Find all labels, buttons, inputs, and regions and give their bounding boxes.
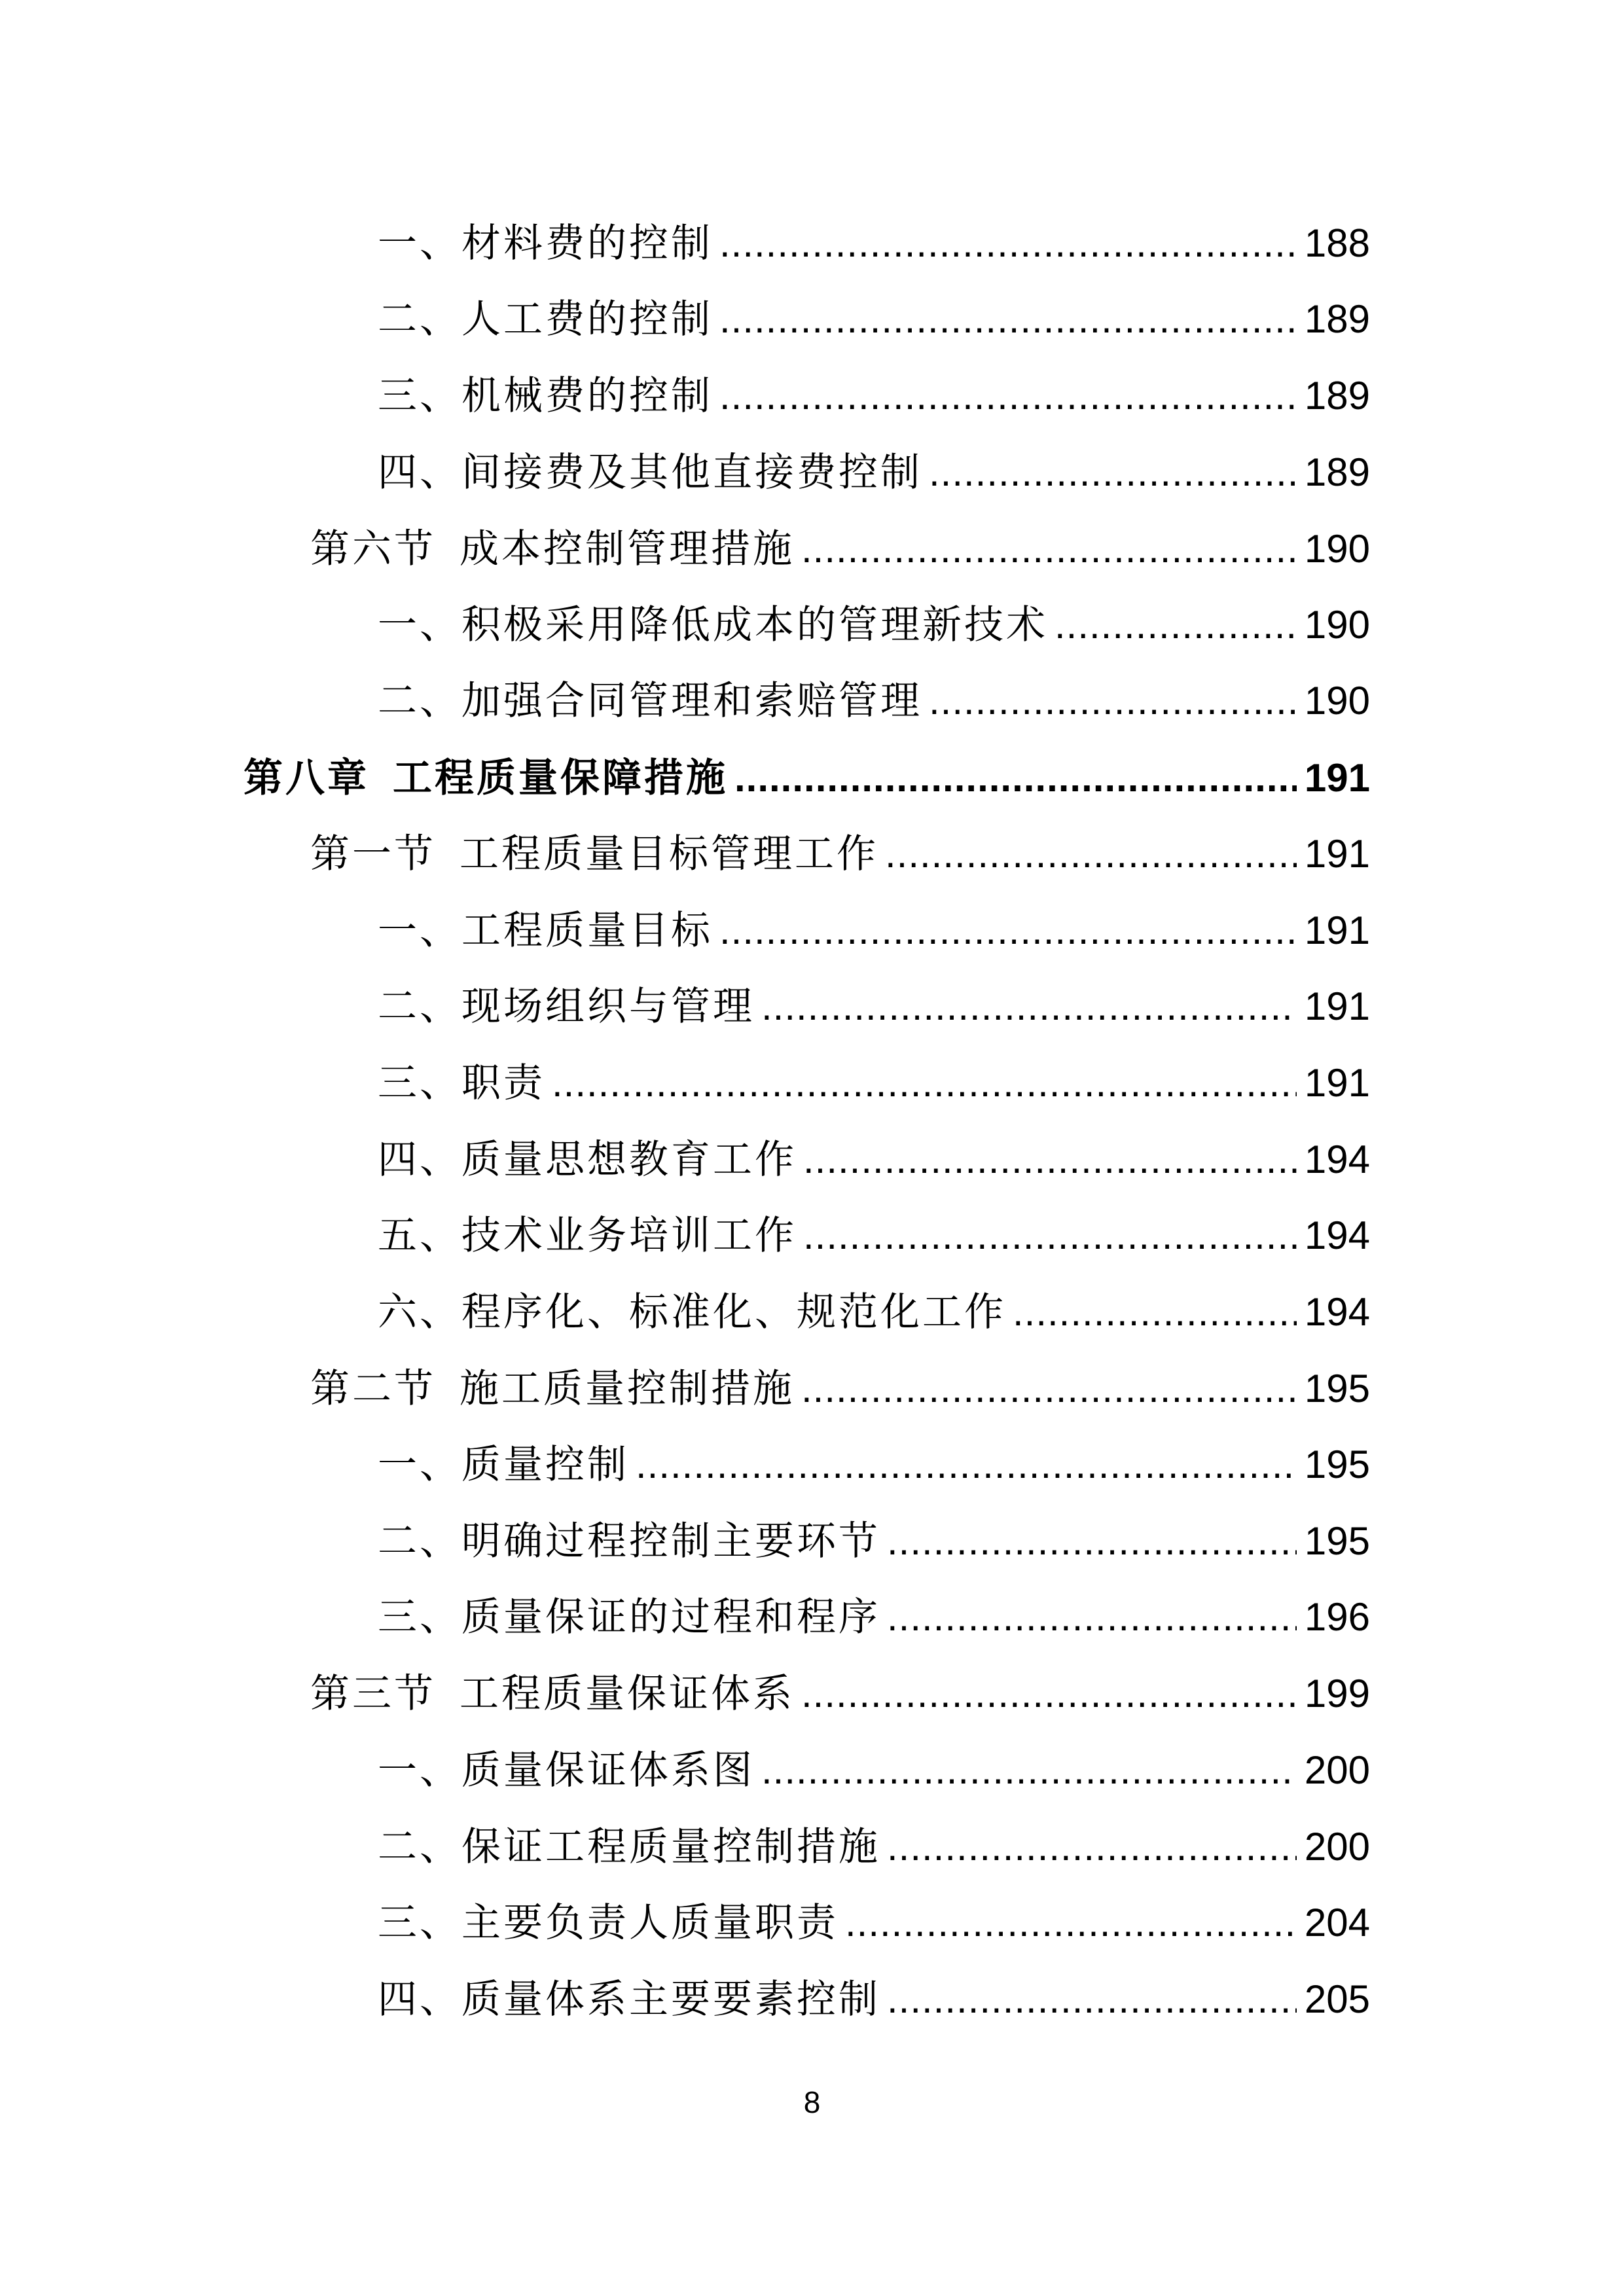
toc-entry-title: 三、主要负责人质量职责 xyxy=(378,1900,839,1946)
toc-entry[interactable] xyxy=(378,1814,1370,1880)
toc-page-number: 205 xyxy=(1304,1977,1370,2021)
toc-entry[interactable] xyxy=(378,1585,1370,1650)
toc-dot-leader xyxy=(929,440,1297,505)
toc-entry-title: 二、加强合同管理和索赔管理 xyxy=(378,678,922,724)
toc-entry[interactable] xyxy=(378,1050,1370,1116)
toc-page-number: 194 xyxy=(1304,1213,1370,1257)
toc-entry-title xyxy=(310,1356,795,1422)
toc-section-label: 第六节 xyxy=(310,526,436,572)
toc-page-number: 204 xyxy=(1304,1901,1370,1945)
toc-chapter-title: 工程质量保障措施 xyxy=(393,755,728,801)
toc-entry[interactable] xyxy=(378,974,1370,1039)
page-number: 8 xyxy=(803,2085,821,2119)
toc-entry[interactable] xyxy=(378,1509,1370,1574)
toc-dot-leader xyxy=(761,1738,1297,1803)
toc-section-title: 工程质量保证体系 xyxy=(460,1671,795,1717)
toc-dot-leader xyxy=(929,668,1297,734)
toc-page-number: 190 xyxy=(1304,527,1370,571)
toc-page-number: 189 xyxy=(1304,374,1370,418)
toc-dot-leader xyxy=(887,1509,1297,1574)
toc-dot-leader xyxy=(885,821,1297,887)
toc-entry-title: 一、质量控制 xyxy=(378,1442,629,1488)
toc-entry-title: 一、质量保证体系图 xyxy=(378,1748,755,1793)
toc-dot-leader xyxy=(719,363,1297,429)
toc-page-number: 195 xyxy=(1304,1367,1370,1410)
toc-page-number: 195 xyxy=(1304,1443,1370,1486)
toc-page-number: 189 xyxy=(1304,450,1370,494)
toc-entry-title: 四、质量体系主要要素控制 xyxy=(378,1977,880,2022)
toc-entry[interactable] xyxy=(378,211,1370,276)
toc-entry-title: 六、程序化、标准化、规范化工作 xyxy=(378,1289,1006,1335)
toc-page-number: 191 xyxy=(1304,1061,1370,1105)
toc-dot-leader xyxy=(801,1356,1297,1422)
toc-dot-leader xyxy=(803,1203,1297,1268)
toc-entry[interactable] xyxy=(378,440,1370,505)
toc-entry-title: 二、人工费的控制 xyxy=(378,296,713,342)
toc-entry[interactable] xyxy=(378,592,1370,658)
toc-entry-title xyxy=(310,516,795,582)
toc-chapter-label: 第八章 xyxy=(244,755,369,801)
toc-dot-leader xyxy=(761,974,1297,1039)
toc-section-label: 第三节 xyxy=(310,1671,436,1717)
toc-entry-title xyxy=(244,745,728,811)
toc-dot-leader xyxy=(803,1127,1297,1193)
toc-entry[interactable] xyxy=(378,898,1370,963)
toc-page-number: 200 xyxy=(1304,1748,1370,1792)
toc-page-number: 194 xyxy=(1304,1290,1370,1334)
toc-page-number: 195 xyxy=(1304,1519,1370,1563)
toc-entry-title: 一、工程质量目标 xyxy=(378,908,713,954)
toc-entry-title: 三、职责 xyxy=(378,1060,545,1106)
toc-entry-section[interactable] xyxy=(310,516,1370,582)
toc-page-number: 191 xyxy=(1304,908,1370,952)
toc-entry[interactable] xyxy=(378,1127,1370,1193)
toc-entry-section[interactable] xyxy=(310,1356,1370,1422)
toc-page-number: 199 xyxy=(1304,1672,1370,1715)
toc-dot-leader xyxy=(801,1661,1297,1727)
toc-entry-title: 三、质量保证的过程和程序 xyxy=(378,1594,880,1640)
toc-dot-leader xyxy=(636,1432,1297,1498)
toc-section-title: 施工质量控制措施 xyxy=(460,1366,795,1412)
toc-entry-title: 二、现场组织与管理 xyxy=(378,984,755,1030)
toc-section-title: 工程质量目标管理工作 xyxy=(460,831,878,877)
toc-section-label: 第二节 xyxy=(310,1366,436,1412)
toc-entry-title: 二、明确过程控制主要环节 xyxy=(378,1518,880,1564)
toc-entry[interactable] xyxy=(378,363,1370,429)
toc-dot-leader xyxy=(719,898,1297,963)
toc-entry-section[interactable] xyxy=(310,821,1370,887)
toc-dot-leader xyxy=(552,1050,1297,1116)
toc-dot-leader xyxy=(887,1814,1297,1880)
toc-entry[interactable] xyxy=(378,1967,1370,2032)
toc-dot-leader xyxy=(1055,592,1297,658)
toc-entry-title: 五、技术业务培训工作 xyxy=(378,1213,797,1259)
toc-dot-leader xyxy=(887,1967,1297,2032)
toc-page-number: 191 xyxy=(1304,832,1370,876)
toc-entry-title xyxy=(310,1661,795,1727)
toc-page-number: 190 xyxy=(1304,603,1370,647)
toc-entry-chapter[interactable] xyxy=(244,745,1370,811)
toc-entry-title: 二、保证工程质量控制措施 xyxy=(378,1824,880,1870)
toc-entry-title: 一、材料费的控制 xyxy=(378,221,713,266)
toc-dot-leader xyxy=(734,745,1297,811)
toc-dot-leader xyxy=(845,1890,1297,1956)
toc-page-number: 196 xyxy=(1304,1595,1370,1639)
toc-entry[interactable] xyxy=(378,668,1370,734)
toc-dot-leader xyxy=(801,516,1297,582)
toc-entry-title: 一、积极采用降低成本的管理新技术 xyxy=(378,602,1048,648)
toc-dot-leader xyxy=(719,287,1297,352)
toc-entry-title: 三、机械费的控制 xyxy=(378,373,713,419)
toc-page-number: 190 xyxy=(1304,679,1370,723)
toc-entry[interactable] xyxy=(378,1738,1370,1803)
toc-page-number: 191 xyxy=(1304,756,1370,800)
toc-entry-section[interactable] xyxy=(310,1661,1370,1727)
toc-entry[interactable] xyxy=(378,1203,1370,1268)
toc-entry[interactable] xyxy=(378,1432,1370,1498)
toc-page-number: 188 xyxy=(1304,221,1370,265)
toc-entry-title: 四、质量思想教育工作 xyxy=(378,1137,797,1183)
toc-dot-leader xyxy=(719,211,1297,276)
toc-section-label: 第一节 xyxy=(310,831,436,877)
toc-dot-leader xyxy=(1013,1280,1297,1345)
toc-page-number: 194 xyxy=(1304,1138,1370,1181)
toc-page-number: 191 xyxy=(1304,984,1370,1028)
toc-entry[interactable] xyxy=(378,1890,1370,1956)
toc-section-title: 成本控制管理措施 xyxy=(460,526,795,572)
toc-entry[interactable] xyxy=(378,287,1370,352)
toc-entry-title: 四、间接费及其他直接费控制 xyxy=(378,450,922,495)
toc-page-number: 189 xyxy=(1304,297,1370,341)
toc-dot-leader xyxy=(887,1585,1297,1650)
toc-entry-title xyxy=(310,821,878,887)
toc-entry[interactable] xyxy=(378,1280,1370,1345)
toc-page-number: 200 xyxy=(1304,1825,1370,1869)
